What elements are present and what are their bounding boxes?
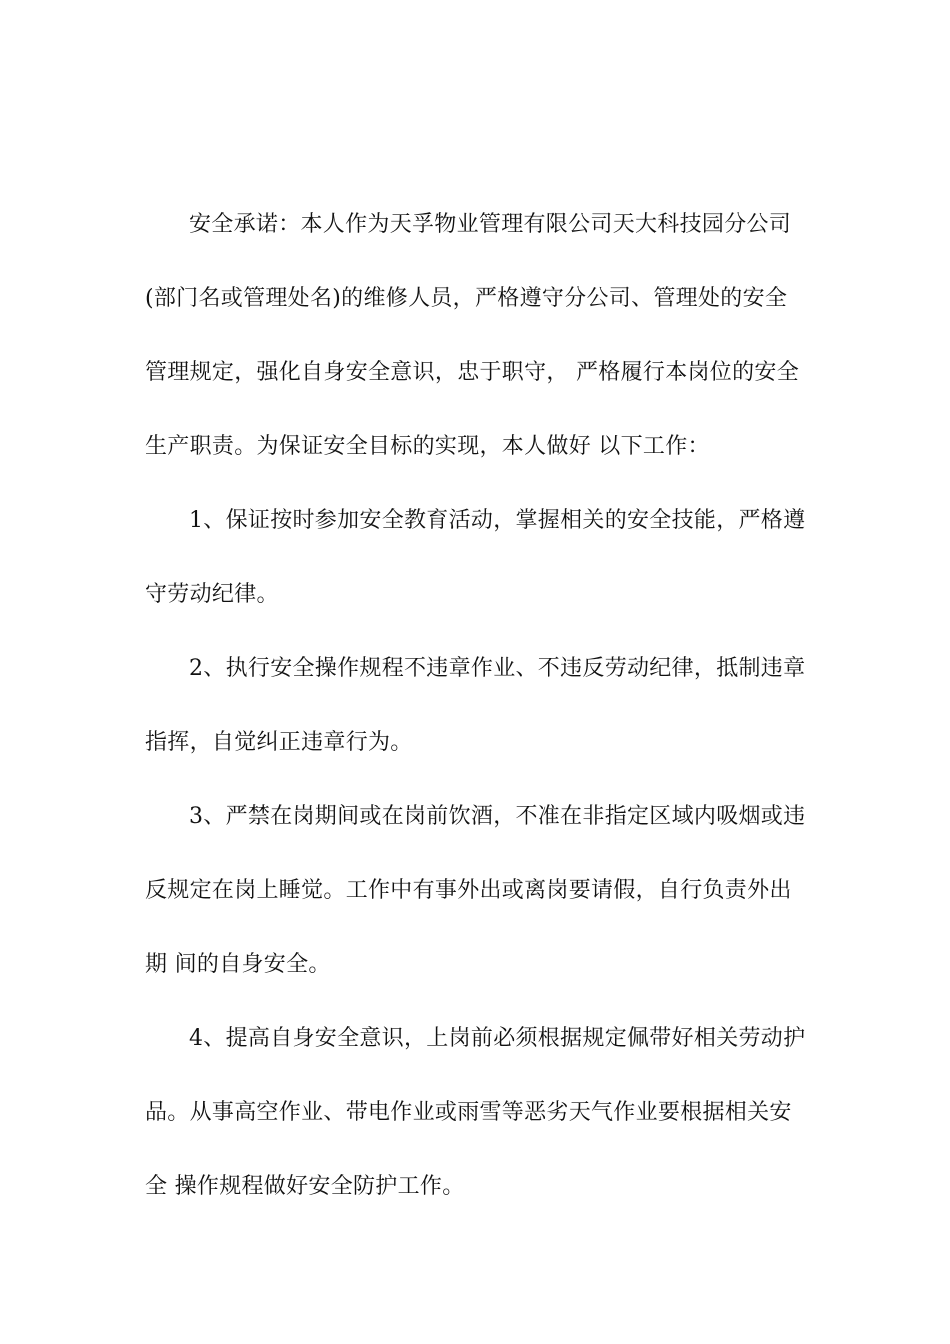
item-4-line-2: 品。从事高空作业、带电作业或雨雪等恶劣天气作业要根据相关安	[145, 1100, 792, 1125]
paragraph-commitment-line-4: 生产职责。为保证安全目标的实现，本人做好 以下工作：	[145, 434, 710, 459]
item-3-line-1: 3、严禁在岗期间或在岗前饮酒，不准在非指定区域内吸烟或违	[189, 804, 806, 829]
paragraph-commitment-line-2: (部门名或管理处名)的维修人员，严格遵守分公司、管理处的安全	[145, 286, 788, 311]
document-body	[145, 202, 805, 1238]
item-1-line-2: 守劳动纪律。	[145, 582, 279, 607]
item-2-line-1: 2、执行安全操作规程不违章作业、不违反劳动纪律，抵制违章	[189, 656, 806, 681]
item-3-line-3: 期 间的自身安全。	[145, 952, 331, 977]
paragraph-commitment-line-3: 管理规定，强化自身安全意识，忠于职守， 严格履行本岗位的安全	[145, 360, 799, 385]
item-2-line-2: 指挥，自觉纠正违章行为。	[145, 730, 413, 755]
item-3-line-2: 反规定在岗上睡觉。工作中有事外出或离岗要请假，自行负责外出	[145, 878, 792, 903]
item-4-line-3: 全 操作规程做好安全防护工作。	[145, 1174, 465, 1199]
item-1-line-1: 1、保证按时参加安全教育活动，掌握相关的安全技能，严格遵	[189, 508, 806, 533]
item-4-line-1: 4、提高自身安全意识，上岗前必须根据规定佩带好相关劳动护	[189, 1026, 806, 1051]
paragraph-commitment-line-1: 安全承诺：本人作为天孚物业管理有限公司天大科技园分公司	[189, 212, 792, 237]
